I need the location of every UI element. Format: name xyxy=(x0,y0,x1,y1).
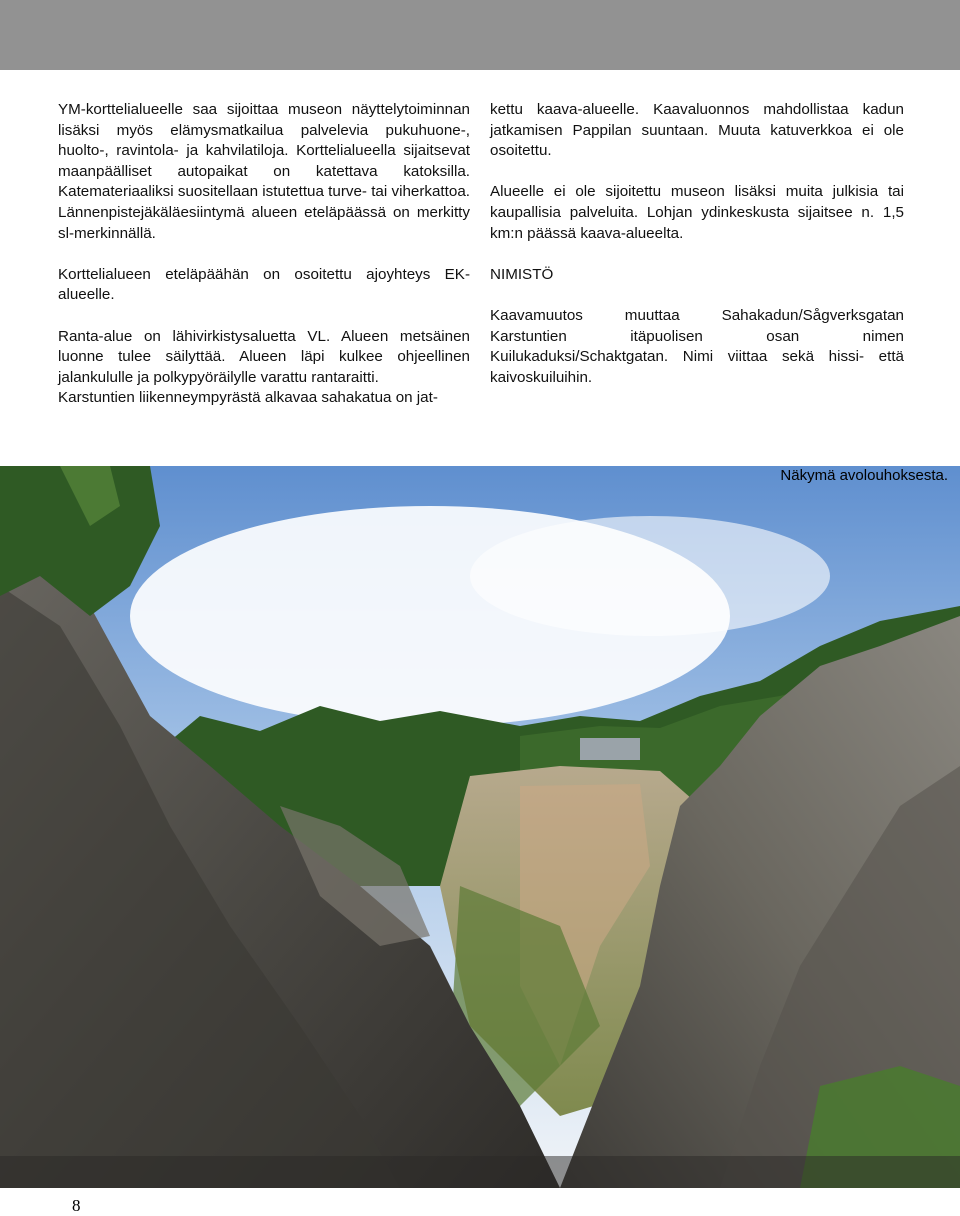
page-number: 8 xyxy=(72,1196,81,1215)
building xyxy=(580,738,640,760)
left-paragraph-2: Korttelialueen eteläpäähän on osoitettu ajoyhteys EK-alueelle. xyxy=(58,265,470,304)
right-paragraph-2: Alueelle ei ole sijoitettu museon lisäksi muita julkisia tai kaupallisia palveluita. Lohjan ydinkeskusta sijaitsee n. 1,5 km:n päässä kaava-alueelta. xyxy=(490,183,904,242)
section-heading-nimisto: NIMISTÖ xyxy=(490,265,554,283)
right-paragraph-1: kettu kaava-alueelle. Kaavaluonnos mahdollistaa kadun jatkamisen Pappilan suuntaan. Muuta katuverkkoa ei ole osoitettu. xyxy=(490,101,904,160)
left-paragraph-4: Karstuntien liikenneympyrästä alkavaa sahakatua on jat- xyxy=(58,389,438,407)
right-column xyxy=(490,100,904,409)
left-paragraph-3: Ranta-alue on lähivirkistysaluetta VL. Alueen metsäinen luonne tulee säilyttää. Alueen läpi kulkee ohjeellinen jalankululle ja polkypyöräilylle varattu rantaraitti. xyxy=(58,327,470,386)
right-paragraph-3: Kaavamuutos muuttaa Sahakadun/Sågverksgatan Karstuntien itäpuolisen osan nimen Kuilukaduksi/Schaktgatan. Nimi viittaa sekä hissi- että kaivoskuiluihin. xyxy=(490,306,904,386)
left-paragraph-1: YM-korttelialueelle saa sijoittaa museon näyttelytoiminnan lisäksi myös elämysmatkailua palvelevia pukuhuone-, huolto-, ravintola- ja kahvilatiloja. Korttelialueella sijaitsevat maanpäälliset autopaikat on katettava katoksilla. Katemateriaaliksi suositellaan istutettua turve- tai viherkattoa. Lännenpistejäkäläesiintymä alueen eteläpäässä on merkitty sl-merkinnällä. xyxy=(58,101,470,242)
left-column xyxy=(58,100,470,430)
header-band xyxy=(0,0,960,70)
quarry-photo xyxy=(0,466,960,1188)
photo-caption: Näkymä avolouhoksesta. xyxy=(780,467,948,484)
